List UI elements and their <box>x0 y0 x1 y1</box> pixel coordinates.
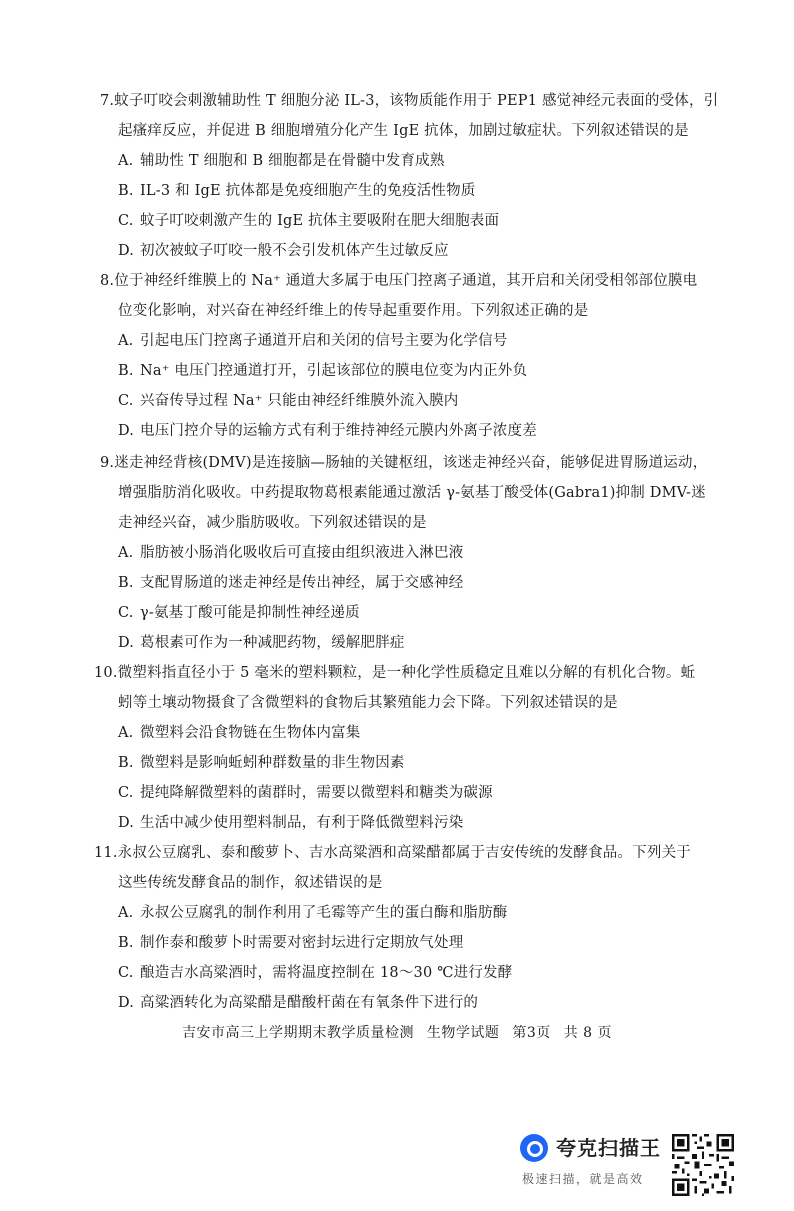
option-b: B. 微塑料是影响蚯蚓种群数量的非生物因素 <box>118 755 405 771</box>
stem-line: 永叔公豆腐乳、泰和酸萝卜、吉水高粱酒和高粱醋都属于吉安传统的发酵食品。下列关于 <box>117 845 691 861</box>
option-a: A. 辅助性 T 细胞和 B 细胞都是在骨髓中发育成熟 <box>118 153 445 169</box>
stem-line: 位于神经纤维膜上的 Na⁺ 通道大多属于电压门控离子通道，其开启和关闭受相邻部位膜电 <box>114 273 698 289</box>
question-number: 8. <box>100 273 115 289</box>
option-d: D. 生活中减少使用塑料制品，有利于降低微塑料污染 <box>118 815 464 831</box>
option-a: A. 引起电压门控离子通道开启和关闭的信号主要为化学信号 <box>118 333 508 349</box>
stem-line: 走神经兴奋，减少脂肪吸收。下列叙述错误的是 <box>118 515 427 531</box>
quark-logo-icon <box>520 1134 548 1162</box>
stem-line: 起瘙痒反应，并促进 B 细胞增殖分化产生 IgE 抗体，加剧过敏症状。下列叙述错误的是 <box>118 123 689 139</box>
scanner-watermark <box>520 1130 670 1190</box>
stem-line: 增强脂肪消化吸收。中药提取物葛根素能通过激活 γ-氨基丁酸受体(Gabra1)抑制 DMV-迷 <box>118 485 706 501</box>
footer-exam-title: 吉安市高三上学期期末教学质量检测 <box>181 1025 414 1041</box>
question-stem <box>100 86 719 146</box>
stem-line: 微塑料指直径小于 5 毫米的塑料颗粒，是一种化学性质稳定且难以分解的有机化合物。蚯 <box>117 665 696 681</box>
question-stem <box>94 838 691 898</box>
question-number: 11. <box>94 845 118 861</box>
stem-line: 蚊子叮咬会刺激辅助性 T 细胞分泌 IL-3，该物质能作用于 PEP1 感觉神经元表面的受体，引 <box>114 93 719 109</box>
option-b: B. 支配胃肠道的迷走神经是传出神经，属于交感神经 <box>118 575 464 591</box>
page-footer <box>0 1022 794 1042</box>
option-c: C. 提纯降解微塑料的菌群时，需要以微塑料和糖类为碳源 <box>118 785 493 801</box>
stem-line: 迷走神经背核(DMV)是连接脑—肠轴的关键枢纽，该迷走神经兴奋，能够促进胃肠道运动， <box>114 455 708 471</box>
stem-line: 蚓等土壤动物摄食了含微塑料的食物后其繁殖能力会下降。下列叙述错误的是 <box>118 695 618 711</box>
brand-slogan: 极速扫描，就是高效 <box>522 1172 644 1186</box>
question-stem <box>94 658 696 718</box>
option-d: D. 初次被蚊子叮咬一般不会引发机体产生过敏反应 <box>118 243 449 259</box>
brand-name: 夸克扫描王 <box>556 1136 661 1160</box>
footer-subject: 生物学试题 <box>426 1025 500 1041</box>
option-d: D. 高粱酒转化为高粱醋是醋酸杆菌在有氧条件下进行的 <box>118 995 479 1011</box>
option-a: A. 脂肪被小肠消化吸收后可直接由组织液进入淋巴液 <box>118 545 464 561</box>
question-stem <box>100 266 698 326</box>
option-b: B. Na⁺ 电压门控通道打开，引起该部位的膜电位变为内正外负 <box>118 363 528 379</box>
option-d: D. 葛根素可作为一种减肥药物，缓解肥胖症 <box>118 635 405 651</box>
option-d: D. 电压门控介导的运输方式有利于维持神经元膜内外离子浓度差 <box>118 423 537 439</box>
option-c: C. γ-氨基丁酸可能是抑制性神经递质 <box>118 605 360 621</box>
question-number: 10. <box>94 665 118 681</box>
question-stem <box>100 448 708 538</box>
option-c: C. 兴奋传导过程 Na⁺ 只能由神经纤维膜外流入膜内 <box>118 393 459 409</box>
question-number: 9. <box>100 455 115 471</box>
qr-code-icon <box>672 1134 734 1196</box>
footer-total-pages: 共 8 页 <box>563 1025 613 1041</box>
option-c: C. 酿造吉水高粱酒时，需将温度控制在 18～30 ℃进行发酵 <box>118 965 513 981</box>
option-a: A. 微塑料会沿食物链在生物体内富集 <box>118 725 361 741</box>
option-b: B. 制作泰和酸萝卜时需要对密封坛进行定期放气处理 <box>118 935 464 951</box>
question-number: 7. <box>100 93 115 109</box>
footer-page-number: 第3页 <box>512 1025 551 1041</box>
option-c: C. 蚊子叮咬刺激产生的 IgE 抗体主要吸附在肥大细胞表面 <box>118 213 500 229</box>
option-b: B. IL-3 和 IgE 抗体都是免疫细胞产生的免疫活性物质 <box>118 183 476 199</box>
option-a: A. 永叔公豆腐乳的制作利用了毛霉等产生的蛋白酶和脂肪酶 <box>118 905 508 921</box>
stem-line: 位变化影响，对兴奋在神经纤维上的传导起重要作用。下列叙述正确的是 <box>118 303 589 319</box>
stem-line: 这些传统发酵食品的制作，叙述错误的是 <box>118 875 383 891</box>
